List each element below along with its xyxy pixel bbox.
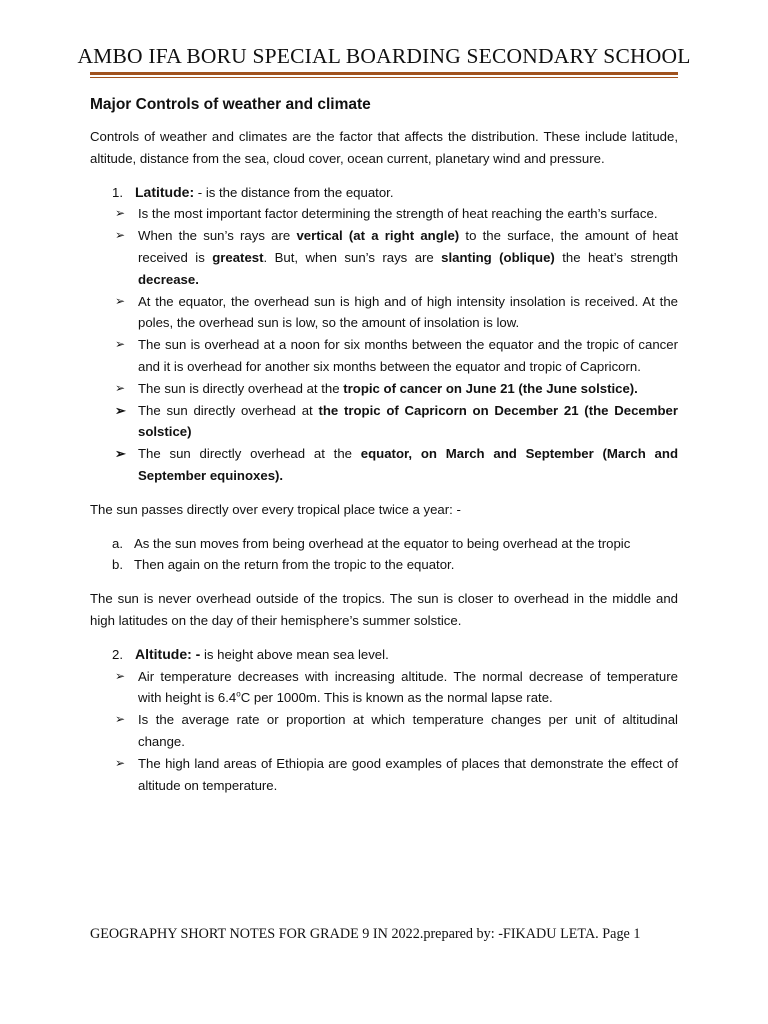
tropics-intro: The sun passes directly over every tropical place twice a year: - [90, 501, 461, 517]
altitude-label: Altitude: - [135, 645, 201, 662]
list-item: ➢ When the sun’s rays are vertical (at a right angle) to the surface, the amount of heat received is greatest. But, when sun’s rays are slanting (oblique) the heat’s strength decrease. [90, 225, 678, 290]
altitude-definition: is height above mean sea level. [200, 646, 389, 662]
arrowhead-bullet-icon: ➢ [115, 668, 126, 683]
item-number: 2. [112, 646, 123, 662]
list-item: ➢ The sun is directly overhead at the tropic of cancer on June 21 (the June solstice). [90, 378, 678, 400]
list-item: a. As the sun moves from being overhead at the equator to being overhead at the tropic [112, 535, 631, 551]
list-item: ➢ At the equator, the overhead sun is high and of high intensity insolation is received. At the poles, the overhead sun is low, so the amount of insolation is low. [90, 291, 678, 335]
list-item: ➢ The sun is overhead at a noon for six months between the equator and the tropic of cancer and it is overhead for another six months between the equator and tropic of Capricorn. [90, 334, 678, 378]
page-footer: GEOGRAPHY SHORT NOTES FOR GRADE 9 IN 2022.prepared by: -FIKADU LETA. Page 1 [90, 926, 641, 942]
list-item: ➢ Is the average rate or proportion at which temperature changes per unit of altitudinal change. [90, 709, 678, 753]
arrowhead-bullet-icon: ➢ [115, 293, 126, 308]
arrowhead-bullet-icon: ➢ [115, 712, 126, 727]
arrowhead-bullet-icon: ➢ [115, 380, 126, 395]
list-item: ➢ Is the most important factor determining the strength of heat reaching the earth’s surface. [90, 203, 678, 225]
item-number: 1. [112, 184, 123, 200]
list-item: ➢ The high land areas of Ethiopia are good examples of places that demonstrate the effect of altitude on temperature. [90, 753, 678, 797]
arrowhead-bullet-icon: ➢ [115, 337, 126, 352]
header-divider [90, 72, 678, 78]
school-name-header: AMBO IFA BORU SPECIAL BOARDING SECONDARY SCHOOL [77, 44, 691, 68]
arrowhead-bullet-icon: ➢ [115, 755, 126, 770]
altitude-item [90, 644, 678, 666]
intro-paragraph: Controls of weather and climates are the factor that affects the distribution. These include latitude, altitude, distance from the sea, cloud cover, ocean current, planetary wind and pressure. [90, 129, 678, 166]
latitude-definition: - is the distance from the equator. [194, 184, 394, 200]
list-item: ➢ Air temperature decreases with increasing altitude. The normal decrease of temperature with height is 6.4$^o$C per 1000m. This is known as the normal lapse rate. [90, 666, 678, 710]
latitude-item [90, 182, 678, 204]
arrowhead-bullet-icon: ➢ [115, 446, 126, 462]
latitude-label: Latitude: [135, 183, 195, 200]
tropics-note: The sun is never overhead outside of the tropics. The sun is closer to overhead in the middle and high latitudes on the day of their hemisphere’s summer solstice. [90, 591, 678, 628]
list-item: b. Then again on the return from the tropic to the equator. [112, 557, 455, 573]
section-title: Major Controls of weather and climate [90, 96, 371, 113]
arrowhead-bullet-icon: ➢ [115, 206, 126, 221]
list-item: ➢ The sun directly overhead at the tropic of Capricorn on December 21 (the December solstice) [90, 400, 678, 444]
arrowhead-bullet-icon: ➢ [115, 402, 126, 418]
arrowhead-bullet-icon: ➢ [115, 228, 126, 243]
main-content [90, 94, 678, 796]
list-item: ➢ The sun directly overhead at the equator, on March and September (March and September equinoxes). [90, 443, 678, 487]
